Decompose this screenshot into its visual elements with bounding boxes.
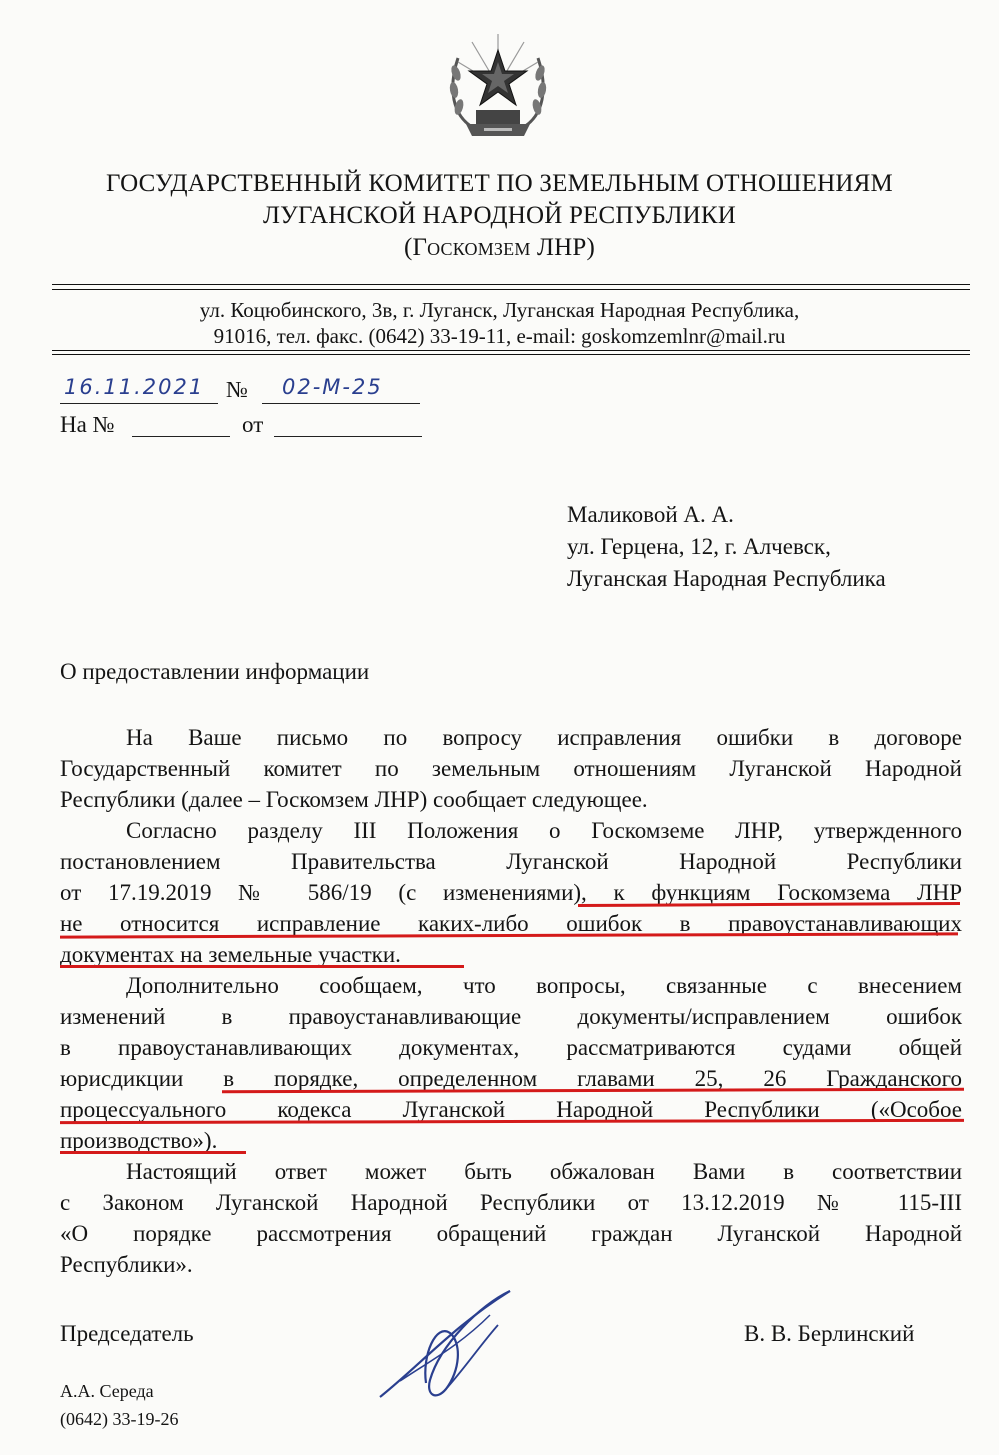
body-line: Государственный комитет по земельным отношениям Луганской Народной [60,756,962,781]
signatory-name: В. В. Берлинский [744,1321,915,1346]
org-short-name: (Госкомзем ЛНР) [403,234,596,261]
executor-phone: (0642) 33-19-26 [60,1409,179,1429]
address-line1: ул. Коцюбинского, 3в, г. Луганск, Луганская Народная Республика, [199,298,800,322]
body-line: Республики». [60,1252,193,1277]
reply-from-label: от [242,412,264,437]
body-line: «О порядке рассмотрения обращений граждан Луганской Народной [60,1221,962,1246]
header-rule-top [52,284,970,285]
highlight-underline [60,1151,246,1154]
reply-number-blank [132,436,230,437]
highlight-underline [60,965,464,968]
address-line2: 91016, тел. факс. (0642) 33-19-11, e-mail: goskomzemlnr@mail.ru [213,324,786,348]
header-rule-bottom [52,354,970,355]
recipient-street: ул. Герцена, 12, г. Алчевск, [567,534,831,559]
body-line: Настоящий ответ может быть обжалован Вами в соответствии [126,1159,962,1184]
body-line: Согласно разделу III Положения о Госкомземе ЛНР, утвержденного [126,818,962,843]
outgoing-date-handwritten: 16.11.2021 [64,375,205,399]
body-line: Дополнительно сообщаем, что вопросы, связанные с внесением [126,973,962,998]
header-rule-top-thin [52,289,970,290]
org-name-line1: ГОСУДАРСТВЕННЫЙ КОМИТЕТ ПО ЗЕМЕЛЬНЫМ ОТНОШЕНИЯМ [106,170,893,197]
body-line: производство»). [60,1128,218,1153]
number-sign: № [226,377,248,402]
signatory-position: Председатель [60,1321,194,1346]
body-line: постановлением Правительства Луганской Народной Республики [60,849,962,874]
body-line: изменений в правоустанавливающие документы/исправлением ошибок [60,1004,962,1029]
handwritten-signature [360,1285,520,1410]
body-line: от 17.19.2019 № 586/19 (с изменениями), к функциям Госкомзема ЛНР [60,880,962,905]
number-underline [262,403,420,404]
body-line: Республики (далее – Госкомзем ЛНР) сообщает следующее. [60,787,648,812]
body-line: На Ваше письмо по вопросу исправления ошибки в договоре [126,725,962,750]
executor-name: А.А. Середа [60,1381,154,1401]
org-name-line2: ЛУГАНСКОЙ НАРОДНОЙ РЕСПУБЛИКИ [262,202,737,229]
date-underline [60,403,218,404]
body-line: в правоустанавливающих документах, рассматриваются судами общей [60,1035,962,1060]
recipient-region: Луганская Народная Республика [567,566,886,591]
body-line: процессуального кодекса Луганской Народной Республики («Особое [60,1097,962,1122]
body-line: с Законом Луганской Народной Республики от 13.12.2019 № 115-III [60,1190,962,1215]
recipient-name: Маликовой А. А. [567,502,734,527]
reply-to-label: На № [60,412,115,437]
letter-subject: О предоставлении информации [60,659,370,684]
body-line: не относится исправление каких-либо ошибок в правоустанавливающих [60,911,962,936]
republic-emblem [444,28,552,146]
outgoing-number-handwritten: 02-М-25 [282,375,383,399]
body-line: документах на земельные участки. [60,942,401,967]
body-line: юрисдикции в порядке, определенном главами 25, 26 Гражданского [60,1066,962,1091]
header-rule-bottom-thin [52,350,970,351]
reply-date-blank [274,436,422,437]
